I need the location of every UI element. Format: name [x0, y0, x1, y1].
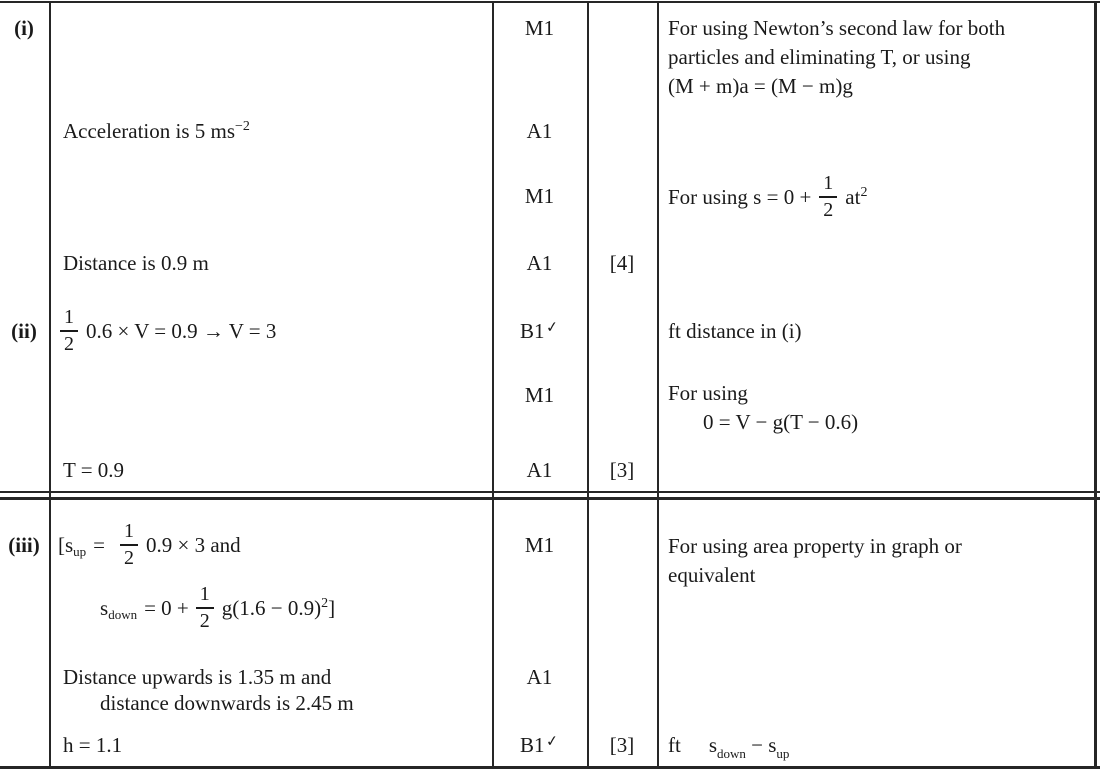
- comment-for-using-line2: 0 = V − g(T − 0.6): [703, 410, 859, 434]
- column-divider-marks-totals: [587, 1, 589, 769]
- working-acceleration-exponent: −2: [235, 119, 250, 134]
- part-label-iii: (iii): [8, 533, 40, 557]
- section-divider-lower-line: [0, 497, 1100, 500]
- comment-suvat-exponent: 2: [860, 184, 868, 200]
- subscript-down: down: [717, 746, 746, 761]
- mark-code-a1-ii: A1: [526, 458, 553, 482]
- working-distances-line1: Distance upwards is 1.35 m and: [63, 665, 332, 689]
- comment-suvat-post: $at^2$: [845, 184, 868, 209]
- mark-code-m1-iii: M1: [524, 533, 555, 557]
- mark-code-a1-i-distance: A1: [526, 251, 553, 275]
- working-s-down-post: $g(1.6 - 0.9)^2$]: [221, 595, 336, 620]
- mark-code-b1-iii: B1✓: [492, 731, 587, 763]
- mark-code-m1-ii: M1: [524, 383, 555, 407]
- s-down-minus-s-up: $s_{down} - s_{up}$: [708, 733, 790, 761]
- mark-code-a1-i-accel: A1: [526, 119, 553, 143]
- comment-suvat-formula: [668, 168, 867, 226]
- ft-tick-icon: ✓: [545, 733, 560, 751]
- part-label-i: (i): [14, 16, 34, 40]
- equals-sign: =: [93, 532, 106, 557]
- working-distance: Distance is 0.9 m: [63, 251, 209, 275]
- working-acceleration: [63, 117, 250, 146]
- total-marks-part-iii: [3]: [609, 733, 635, 757]
- comment-area-property-line2: equivalent: [668, 563, 756, 587]
- comment-newton-law-line1: For using Newton’s second law for both: [668, 16, 1006, 40]
- total-marks-part-i: [4]: [609, 251, 635, 275]
- mark-code-a1-iii: A1: [526, 665, 553, 689]
- fraction-one-half: $\frac{1}{2}$: [60, 307, 78, 355]
- mark-code-m1-i: M1: [524, 16, 555, 40]
- total-marks-part-ii: [3]: [609, 458, 635, 482]
- fraction-one-half: $\frac{1}{2}$: [120, 521, 138, 569]
- working-s-up-post: 0.9 × 3 and: [146, 532, 241, 557]
- working-velocity-text: 0.6 × V = 0.9 → V = 3: [86, 318, 277, 343]
- subscript-up: up: [73, 543, 87, 559]
- working-s-down-exponent: 2: [321, 595, 329, 611]
- working-distances-line2: distance downwards is 2.45 m: [100, 691, 354, 715]
- working-s-down-equation: [100, 582, 335, 634]
- table-bottom-border: [0, 766, 1100, 769]
- comment-newton-law-line3: (M + m)a = (M − m)g: [668, 74, 853, 98]
- ft-label: ft: [668, 733, 681, 757]
- working-t-value: T = 0.9: [63, 458, 125, 482]
- subscript-up: up: [776, 746, 790, 761]
- column-divider-totals-comments: [657, 1, 659, 769]
- comment-ft-s-down-minus-s-up: [668, 731, 789, 760]
- working-s-up-pre: [s: [58, 532, 74, 557]
- table-top-border: [0, 1, 1100, 3]
- closing-bracket: ]: [328, 595, 336, 620]
- comment-for-using-line1: For using: [668, 381, 748, 405]
- working-h-value: h = 1.1: [63, 733, 123, 757]
- ft-tick-icon: ✓: [545, 319, 560, 337]
- working-s-up-equation: [58, 518, 241, 572]
- part-label-ii: (ii): [11, 319, 37, 343]
- fraction-one-half: $\frac{1}{2}$: [196, 584, 214, 632]
- equals-zero-plus: = 0 +: [144, 595, 189, 620]
- working-s-down-pre: s: [100, 595, 109, 620]
- subscript-down: down: [108, 606, 138, 622]
- comment-suvat-pre: For using s = 0 +: [668, 184, 812, 209]
- mark-code-b1-ii: B1✓: [492, 317, 587, 349]
- section-divider-upper-line: [0, 491, 1100, 493]
- column-divider-part-working: [49, 1, 51, 769]
- fraction-one-half: $\frac{1}{2}$: [819, 173, 837, 221]
- comment-ft-distance: ft distance in (i): [668, 319, 802, 343]
- working-velocity-equation: [60, 303, 276, 359]
- comment-newton-law-line2: particles and eliminating T, or using: [668, 45, 971, 69]
- mark-code-m1-i-suvat: M1: [524, 184, 555, 208]
- working-acceleration-text: Acceleration is 5 ms: [63, 119, 236, 143]
- table-right-border: [1094, 1, 1097, 769]
- comment-area-property-line1: For using area property in graph or: [668, 534, 962, 558]
